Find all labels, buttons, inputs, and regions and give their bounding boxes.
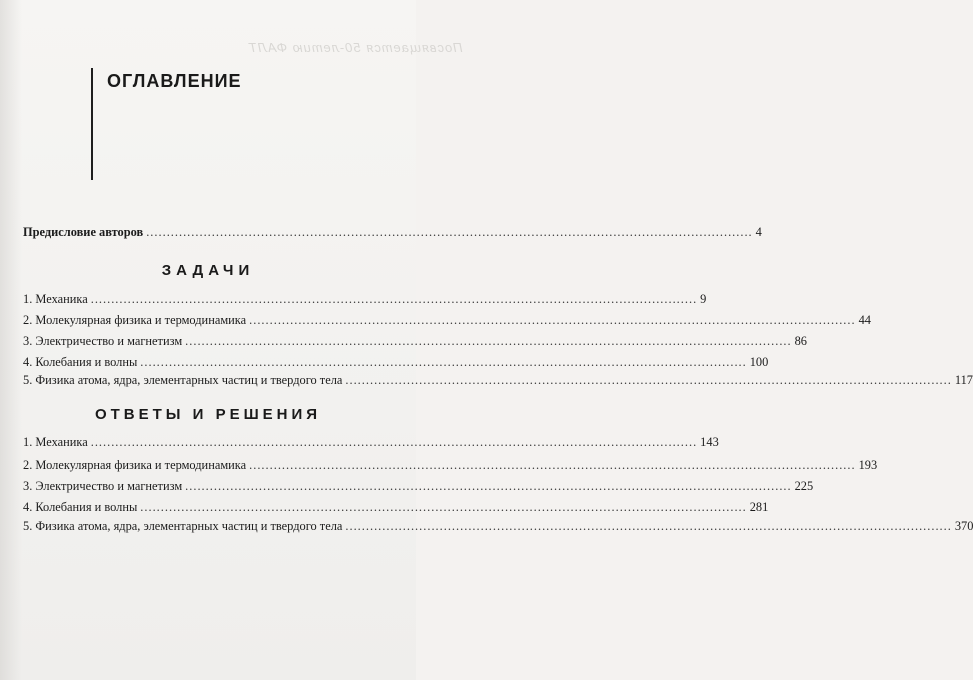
toc-entry-title: 1. Механика: [23, 292, 88, 306]
dot-leader: [185, 333, 791, 349]
toc-entry-problems-4[interactable]: [23, 354, 769, 370]
toc-entry-answers-1[interactable]: [23, 434, 719, 450]
toc-entry-title: 2. Молекулярная физика и термодинамика: [23, 313, 247, 327]
toc-entry-preface[interactable]: [23, 224, 762, 240]
toc-entry-page: 281: [749, 500, 769, 514]
toc-entry-page: 9: [700, 292, 707, 306]
toc-entry-page: 44: [858, 313, 871, 327]
dot-leader: [249, 312, 855, 328]
dot-leader: [345, 372, 951, 388]
toc-entry-page: 117: [954, 373, 973, 387]
toc-entry-title: 2. Молекулярная физика и термодинамика: [23, 458, 247, 472]
toc-entry-problems-2[interactable]: [23, 312, 871, 328]
heading-accent-bar: [91, 68, 93, 180]
toc-entry-page: 193: [858, 458, 878, 472]
dot-leader: [345, 518, 951, 534]
toc-entry-title: 4. Колебания и волны: [23, 500, 138, 514]
toc-entry-answers-5[interactable]: [23, 518, 973, 534]
toc-entry-page: 4: [755, 225, 762, 239]
toc-entry-answers-4[interactable]: [23, 499, 769, 515]
toc-entry-problems-3[interactable]: [23, 333, 807, 349]
toc-entry-problems-1[interactable]: [23, 291, 707, 307]
page-title: ОГЛАВЛЕНИЕ: [107, 71, 242, 91]
toc-entry-title: 3. Электричество и магнетизм: [23, 479, 183, 493]
toc-entry-title: 4. Колебания и волны: [23, 355, 138, 369]
page-shadow: [0, 0, 22, 680]
dot-leader: [249, 457, 855, 473]
toc-entry-title: Предисловие авторов: [23, 225, 144, 239]
toc-entry-title: 5. Физика атома, ядра, элементарных частиц и твердого тела: [23, 519, 343, 533]
section-title-answers: ОТВЕТЫ И РЕШЕНИЯ: [94, 406, 322, 423]
toc-entry-answers-3[interactable]: [23, 478, 814, 494]
toc-entry-title: 1. Механика: [23, 435, 88, 449]
bleed-through-text: Посвящается 50-летию ФАЛТ: [248, 40, 463, 55]
toc-entry-page: 143: [700, 435, 719, 449]
toc-entry-page: 100: [749, 355, 769, 369]
dot-leader: [91, 291, 697, 307]
dot-leader: [140, 354, 746, 370]
toc-entry-page: 225: [794, 479, 814, 493]
dot-leader: [185, 478, 791, 494]
toc-entry-answers-2[interactable]: [23, 457, 878, 473]
toc-entry-problems-5[interactable]: [23, 372, 973, 388]
dot-leader: [140, 499, 746, 515]
toc-entry-page: 370: [954, 519, 973, 533]
toc-entry-title: 3. Электричество и магнетизм: [23, 334, 183, 348]
toc-entry-page: 86: [794, 334, 807, 348]
section-title-problems: ЗАДАЧИ: [161, 262, 255, 279]
dot-leader: [91, 434, 697, 450]
dot-leader: [146, 224, 752, 240]
toc-entry-title: 5. Физика атома, ядра, элементарных частиц и твердого тела: [23, 373, 343, 387]
